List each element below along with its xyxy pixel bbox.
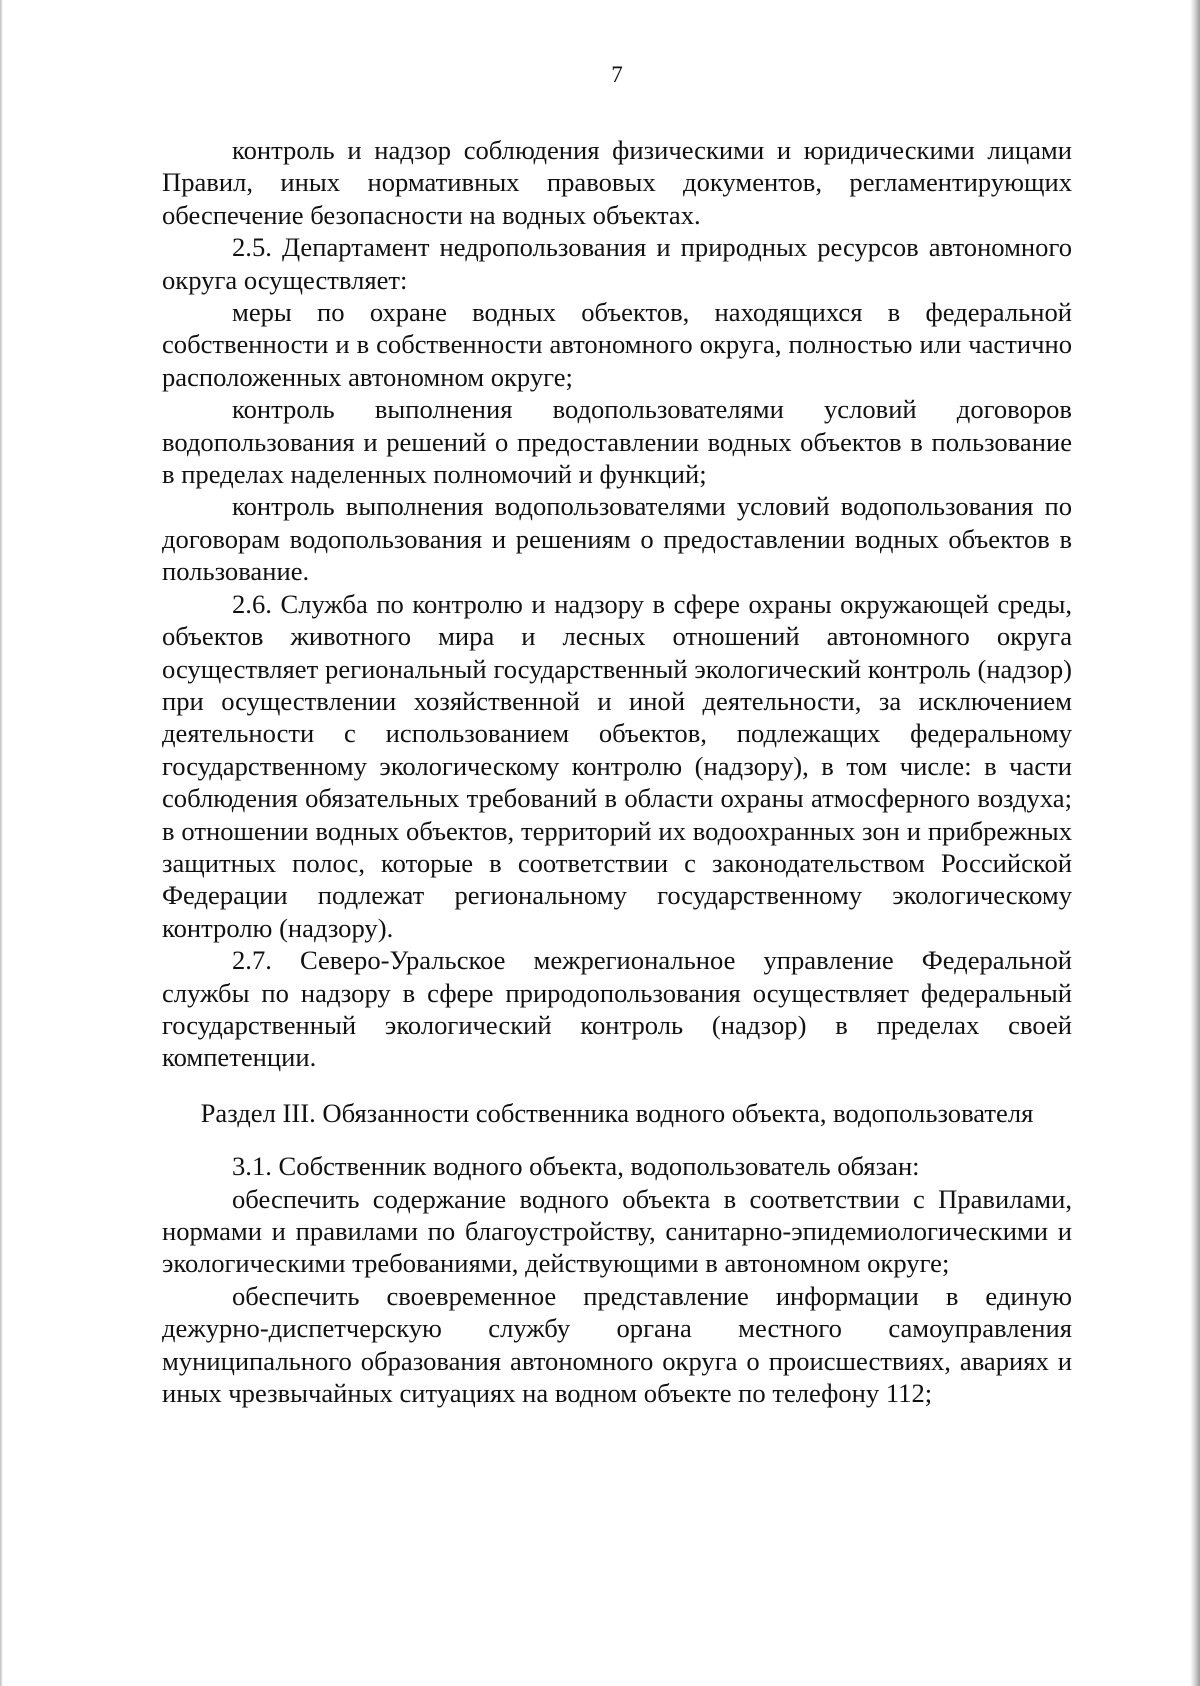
paragraph-usage-control: контроль выполнения водопользователями условий водопользования по договорам водопользования и решениям о предоставлении водных объектов в пользование.	[162, 491, 1072, 587]
paragraph-2-5: 2.5. Департамент недропользования и природных ресурсов автономного округа осуществляет:	[162, 232, 1072, 295]
paragraph-2-6: 2.6. Служба по контролю и надзору в сфере охраны окружающей среды, объектов животного мира и лесных отношений автономного округа осуществляет региональный государственный экологический контроль (надзор) при осуществлении хозяйственной и иной деятельности, за исключением деятельности с использованием объектов, подлежащих федеральному государственному экологическому контролю (надзору), в том числе: в части соблюдения обязательных требований в области охраны атмосферного воздуха; в отношении водных объектов, территорий их водоохранных зон и прибрежных защитных полос, которые в соответствии с законодательством Российской Федерации подлежат региональному государственному экологическому контролю (надзору).	[162, 588, 1072, 943]
page-number: 7	[611, 62, 623, 87]
document-body	[162, 134, 1072, 1409]
scan-edge-right	[1190, 0, 1200, 1686]
paragraph-control-supervision: контроль и надзор соблюдения физическими и юридическими лицами Правил, иных нормативных правовых документов, регламентирующих обеспечение безопасности на водных объектах.	[162, 135, 1072, 230]
paragraph-protection-measures: меры по охране водных объектов, находящихся в федеральной собственности и в собственности автономного округа, полностью или частично расположенных автономном округе;	[162, 297, 1072, 392]
paragraph-2-7: 2.7. Северо-Уральское межрегиональное управление Федеральной службы по надзору в сфере природопользования осуществляет федеральный государственный экологический контроль (надзор) в пределах своей компетенции.	[162, 945, 1072, 1073]
scan-edge-left	[0, 0, 3, 1686]
paragraph-maintenance-duty: обеспечить содержание водного объекта в соответствии с Правилами, нормами и правилами по благоустройству, санитарно-эпидемиологическими и экологическими требованиями, действующими в автономном округе;	[162, 1183, 1072, 1279]
paragraph-contract-control: контроль выполнения водопользователями условий договоров водопользования и решений о предоставлении водных объектов в пользование в пределах наделенных полномочий и функций;	[162, 394, 1072, 490]
paragraph-reporting-duty: обеспечить своевременное представление информации в единую дежурно-диспетчерскую службу органа местного самоуправления муниципального образования автономного округа о происшествиях, авариях и иных чрезвычайных ситуациях на водном объекте по телефону 112;	[162, 1280, 1072, 1409]
paragraph-3-1: 3.1. Собственник водного объекта, водопользователь обязан:	[232, 1151, 920, 1182]
section-heading: Раздел III. Обязанности собственника водного объекта, водопользователя	[200, 1097, 1034, 1128]
